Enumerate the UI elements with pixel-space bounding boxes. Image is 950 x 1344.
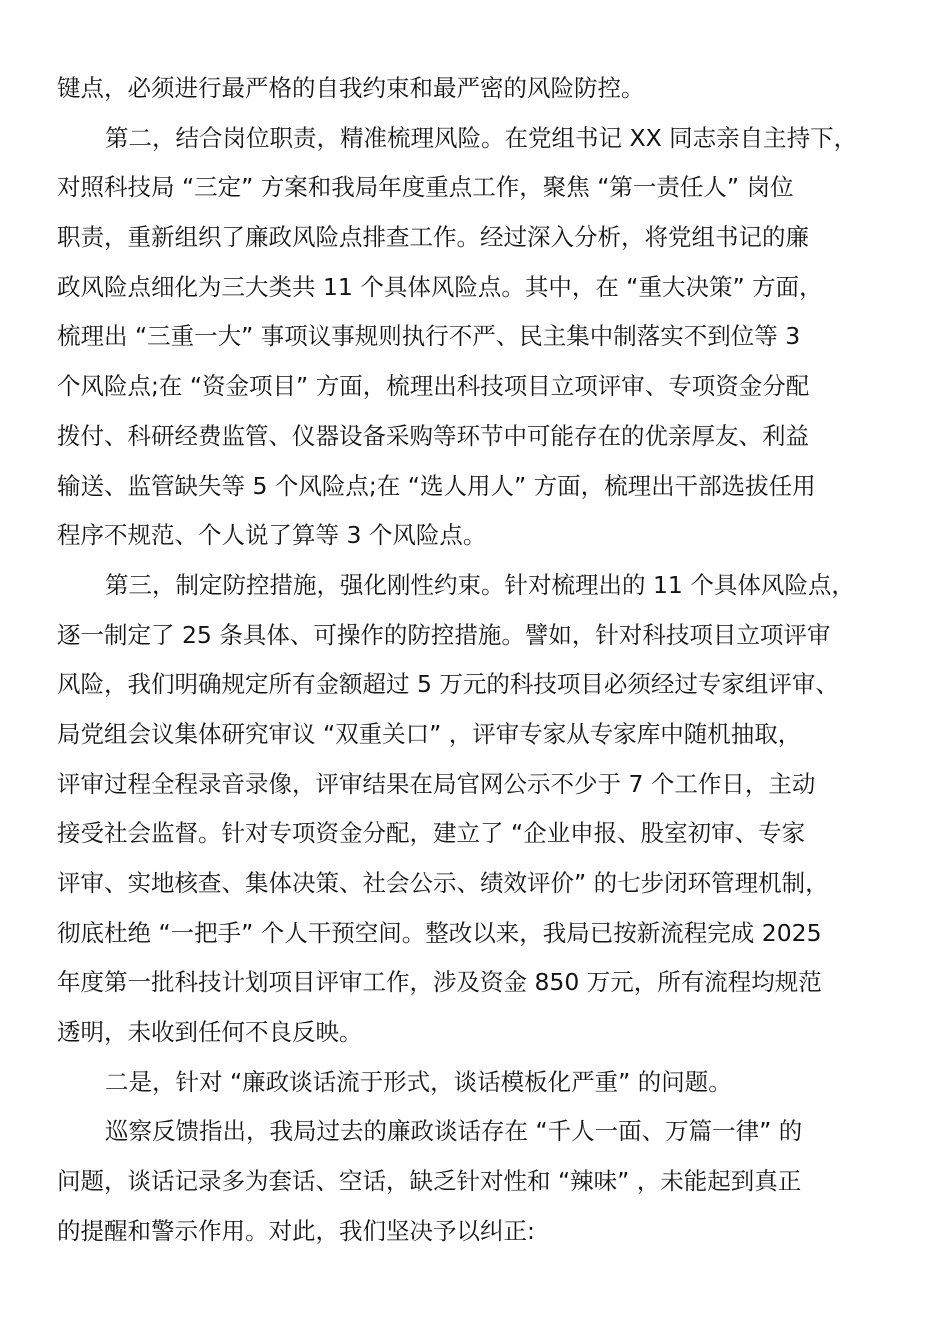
text-line: 逐一制定了 25 条具体、可操作的防控措施。譬如，针对科技项目立项评审 (57, 620, 831, 649)
text-line: 年度第一批科技计划项目评审工作，涉及资金 850 万元，所有流程均规范 (57, 968, 822, 997)
paragraph-start-line: 第三，制定防控措施，强化刚性约束。针对梳理出的 11 个具体风险点， (105, 570, 855, 599)
text-line: 政风险点细化为三大类共 11 个具体风险点。其中，在 “重大决策” 方面， (57, 272, 823, 301)
text-line: 局党组会议集体研究审议 “双重关口” ，评审专家从专家库中随机抽取， (57, 719, 802, 748)
text-line: 个风险点;在 “资金项目” 方面，梳理出科技项目立项评审、专项资金分配 (57, 372, 810, 401)
text-line: 输送、监管缺失等 5 个风险点;在 “选人用人” 方面，梳理出干部选拔任用 (57, 471, 816, 500)
document-body (57, 64, 907, 1257)
text-line: 拨付、科研经费监管、仪器设备采购等环节中可能存在的优亲厚友、利益 (57, 421, 809, 450)
text-line: 对照科技局 “三定” 方案和我局年度重点工作，聚焦 “第一责任人” 岗位 (57, 173, 794, 202)
text-line: 的提醒和警示作用。对此，我们坚决予以纠正: (57, 1216, 535, 1245)
text-line: 职责，重新组织了廉政风险点排查工作。经过深入分析，将党组书记的廉 (57, 223, 809, 252)
text-line: 程序不规范、个人说了算等 3 个风险点。 (57, 521, 487, 550)
text-line: 梳理出 “三重一大” 事项议事规则执行不严、民主集中制落实不到位等 3 (57, 322, 801, 351)
text-line: 透明，未收到任何不良反映。 (57, 1018, 363, 1047)
text-line: 键点，必须进行最严格的自我约束和最严密的风险防控。 (57, 74, 645, 102)
paragraph-start-line: 巡察反馈指出，我局过去的廉政谈话存在 “千人一面、万篇一律” 的 (105, 1117, 803, 1146)
text-line: 评审、实地核查、集体决策、社会公示、绩效评价” 的七步闭环管理机制， (57, 869, 829, 897)
text-line: 接受社会监督。针对专项资金分配，建立了 “企业申报、股室初审、专家 (57, 819, 806, 848)
text-line: 问题，谈话记录多为套话、空话，缺乏针对性和 “辣味” ，未能起到真正 (57, 1167, 802, 1196)
text-line: 彻底杜绝 “一把手” 个人干预空间。整改以来，我局已按新流程完成 2025 (57, 918, 822, 947)
paragraph-start-line: 第二，结合岗位职责，精准梳理风险。在党组书记 XX 同志亲自主持下， (105, 123, 858, 152)
text-line: 风险，我们明确规定所有金额超过 5 万元的科技项目必须经过专家组评审、 (57, 670, 839, 699)
section-heading-line: 二是，针对 “廉政谈话流于形式，谈话模板化严重” 的问题。 (105, 1067, 732, 1096)
text-line: 评审过程全程录音录像，评审结果在局官网公示不少于 7 个工作日，主动 (57, 769, 816, 798)
